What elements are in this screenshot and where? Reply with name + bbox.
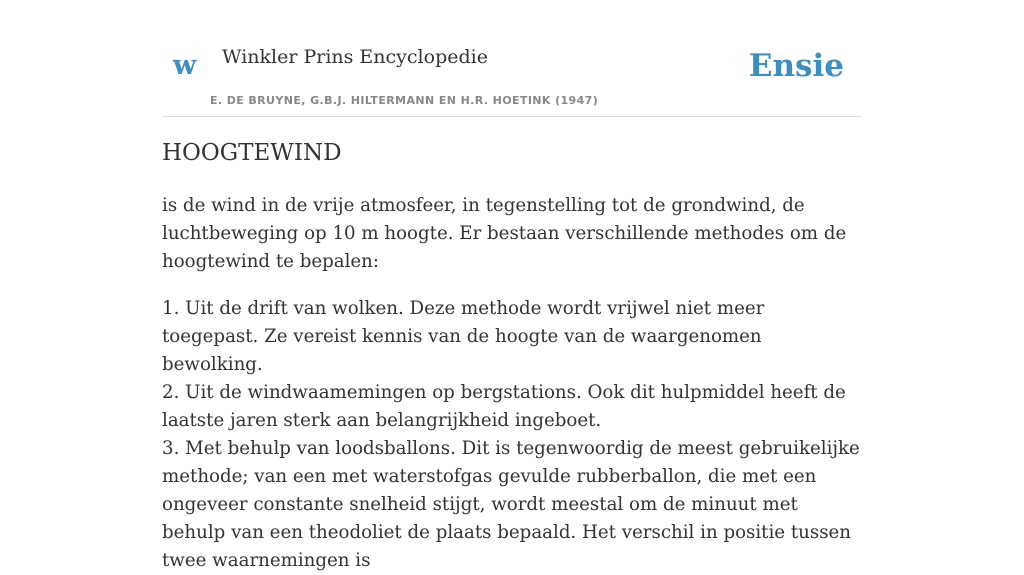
article-intro: is de wind in de vrije atmosfeer, in tegenstelling tot de grondwind, de luchtbeweging op 10 m hoogte. Er bestaan verschillende methodes om de hoogtewind te bepalen: xyxy=(162,195,847,272)
list-item: 2. Uit de windwaamemingen op bergstations. Ook dit hulpmiddel heeft de laatste jaren sterk aan belangrijkheid ingeboet. xyxy=(162,382,846,431)
list-item: 1. Uit de drift van wolken. Deze methode wordt vrijwel niet meer toegepast. Ze vereist kennis van de hoogte van de waargenomen bewolking. xyxy=(162,298,765,375)
article-title: HOOGTEWIND xyxy=(162,140,342,166)
article-body xyxy=(162,192,862,575)
source-title[interactable]: Winkler Prins Encyclopedie xyxy=(222,46,488,68)
page xyxy=(162,0,862,571)
source-authors: E. DE BRUYNE, G.B.J. HILTERMANN EN H.R. HOETINK (1947) xyxy=(210,94,599,107)
winkler-prins-logo[interactable]: w xyxy=(173,50,197,81)
method-list xyxy=(162,295,862,575)
list-item: 3. Met behulp van loodsballons. Dit is tegenwoordig de meest gebruikelijke methode; van een met waterstofgas gevulde rubberballon, die met een ongeveer constante snelheid stijgt, wordt meestal om de minuut met behulp van een theodoliet de plaats bepaald. Het verschil in positie tussen twee waarnemingen is xyxy=(162,438,860,571)
ensie-logo[interactable]: Ensie xyxy=(748,48,844,84)
source-header xyxy=(162,0,862,117)
